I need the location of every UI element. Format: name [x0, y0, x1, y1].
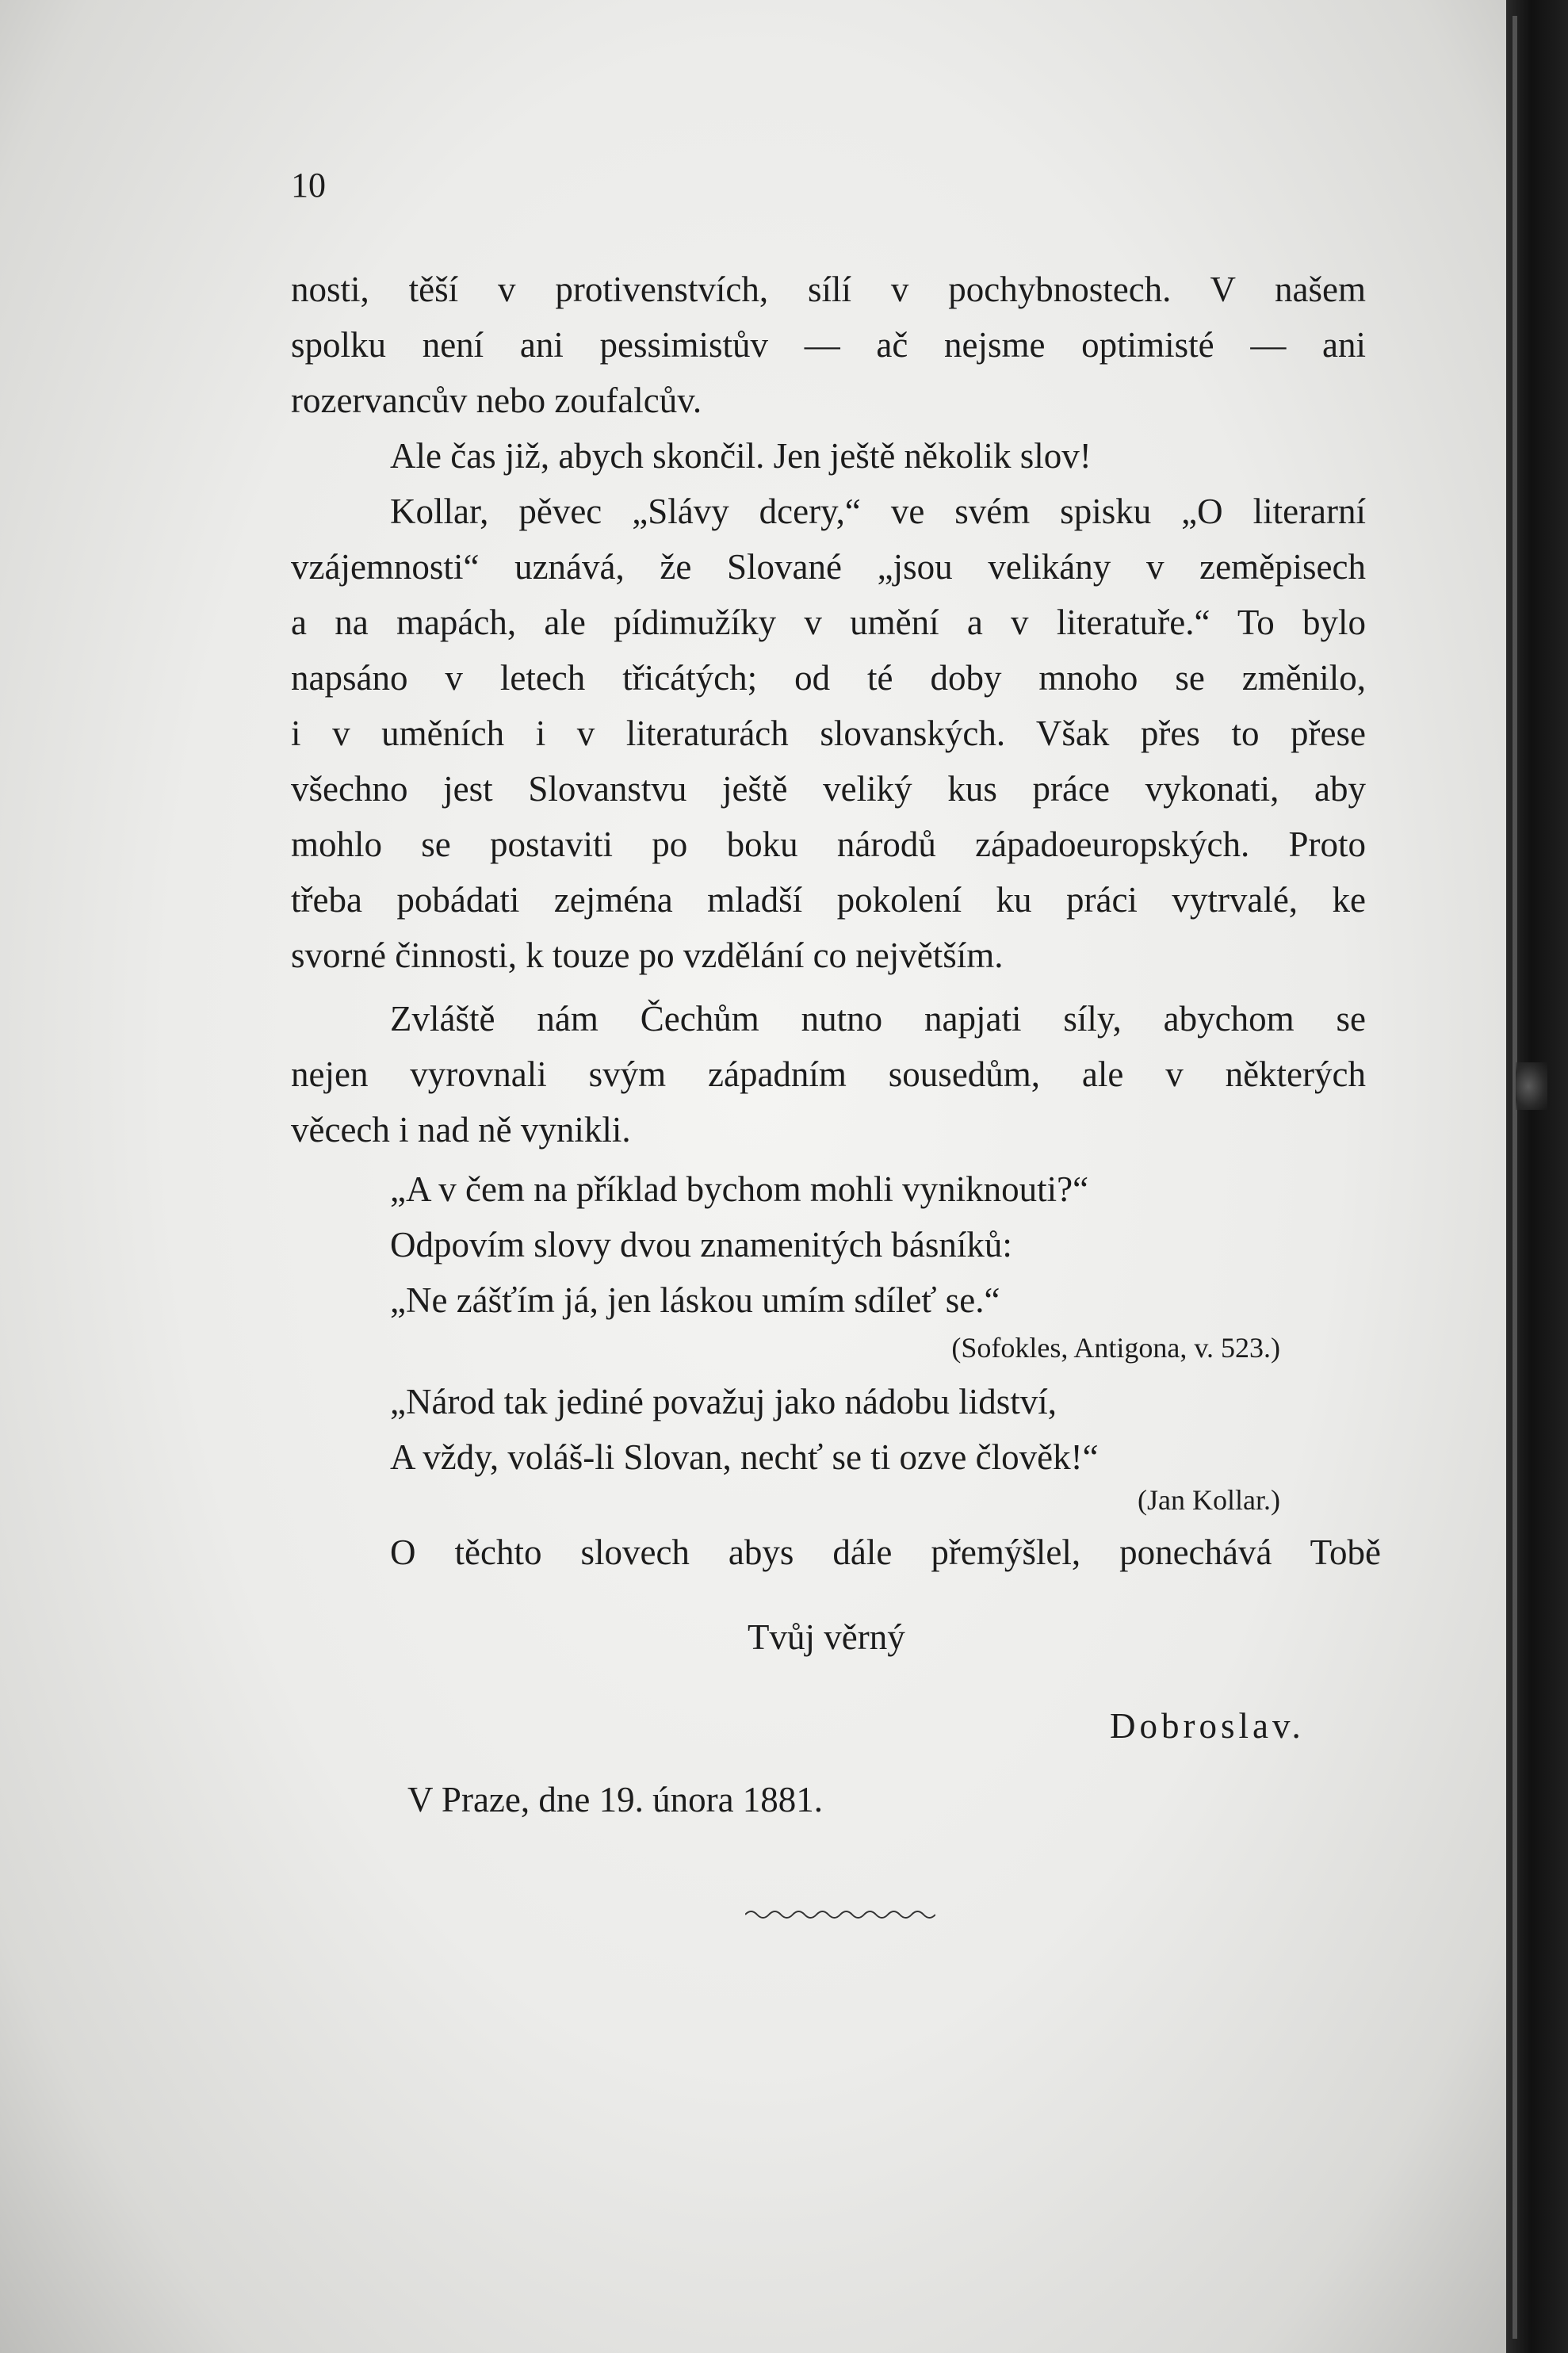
text-line: vzájemnosti“ uznává, že Slované „jsou velikány v zeměpisech: [291, 547, 1366, 587]
text-line: všechno jest Slovanstvu ještě veliký kus práce vykonati, aby: [291, 769, 1366, 809]
text-line: svorné činnosti, k touze po vzdělání co největším.: [291, 935, 1004, 975]
text-line: napsáno v letech třicátých; od té doby mnoho se změnilo,: [291, 658, 1366, 698]
citation: (Sofokles, Antigona, v. 523.): [951, 1332, 1280, 1364]
text-line: Ale čas již, abych skončil. Jen ještě několik slov!: [390, 436, 1092, 476]
text-line: věcech i nad ně vynikli.: [291, 1110, 631, 1150]
text-line: nosti, těší v protivenstvích, sílí v pochybnostech. V našem: [291, 270, 1366, 309]
valediction: Tvůj věrný: [748, 1617, 905, 1657]
text-line: mohlo se postaviti po boku národů západoeuropských. Proto: [291, 825, 1366, 864]
answer-intro-line: Odpovím slovy dvou znamenitých básníků:: [390, 1225, 1012, 1264]
dateline: V Praze, dne 19. února 1881.: [407, 1780, 824, 1819]
quote-line: „Národ tak jediné považuj jako nádobu lidství,: [390, 1382, 1057, 1421]
text-line: a na mapách, ale pídimužíky v umění a v literatuře.“ To bylo: [291, 603, 1366, 642]
question-line: „A v čem na příklad bychom mohli vyniknouti?“: [390, 1169, 1089, 1209]
page-edge-line: [1513, 16, 1517, 2339]
text-line: třeba pobádati zejména mladší pokolení ku práci vytrvalé, ke: [291, 880, 1366, 920]
page-number: 10: [291, 166, 326, 205]
quote-line: A vždy, voláš-li Slovan, nechť se ti ozve člověk!“: [390, 1437, 1099, 1477]
signature-name: Dobroslav.: [1110, 1706, 1305, 1746]
wavy-ornament: [745, 1907, 935, 1923]
citation: (Jan Kollar.): [1138, 1484, 1280, 1516]
edge-mark: [1516, 1062, 1547, 1110]
text-line: Zvláště nám Čechům nutno napjati síly, abychom se: [390, 999, 1366, 1039]
quote-line: „Ne zášťím já, jen láskou umím sdíleť se.“: [390, 1280, 1000, 1320]
text-line: spolku není ani pessimistův — ač nejsme optimisté — ani: [291, 325, 1366, 365]
text-line: Kollar, pěvec „Slávy dcery,“ ve svém spisku „O literarní: [390, 492, 1366, 531]
text-line: i v uměních i v literaturách slovanských. Však přes to přese: [291, 714, 1366, 753]
text-line: rozervancův nebo zoufalcův.: [291, 381, 702, 420]
text-line: nejen vyrovnali svým západním sousedům, ale v některých: [291, 1054, 1366, 1094]
closing-line: O těchto slovech abys dále přemýšlel, ponechává Tobě: [390, 1532, 1381, 1572]
